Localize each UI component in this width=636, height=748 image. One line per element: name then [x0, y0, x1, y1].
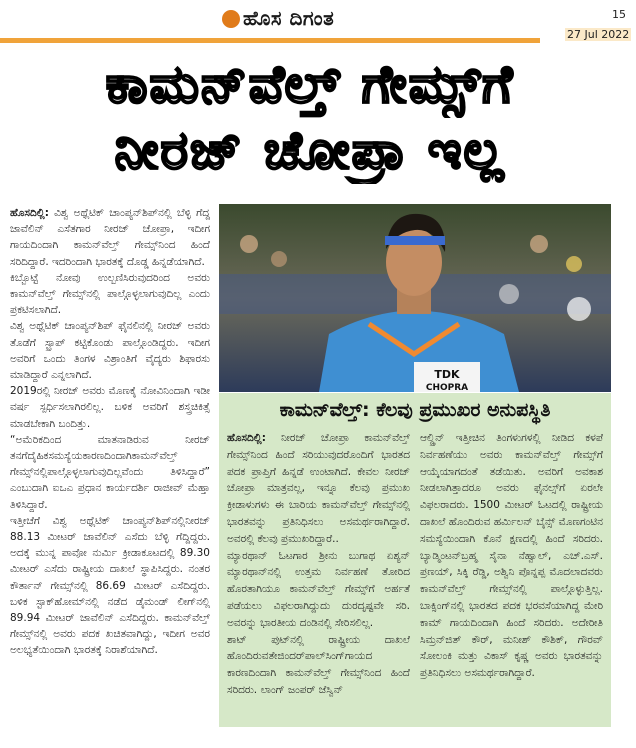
masthead-rule [0, 38, 540, 43]
sidebar-article [219, 393, 611, 727]
headline-line-1: ಕಾಮನ್‌ವೆಲ್ತ್ ಗೇಮ್ಸ್‌ಗೆ [105, 55, 515, 115]
article-paragraph: 2019ರಲ್ಲಿ ನೀರಜ್ ಅವರು ಮೊಣಕೈ ನೋವಿನಿಂದಾಗಿ ಇಡೀ ವರ್ಷ ಸ್ಪರ್ಧಿಸಲಾಗಿರಲಿಲ್ಲ. ಬಳಿಕ ಅವರಿಗೆ ಶಸ್ತ್ರಚಿಕಿತ್ಸೆ ಮಾಡಬೇಕಾಗಿ ಬಂದಿತ್ತು. [10, 385, 210, 430]
sidebar-title: ಕಾಮನ್‌ವೆಲ್ತ್: ಕೆಲವು ಪ್ರಮುಖರ ಅನುಪಸ್ಥಿತಿ [279, 399, 551, 421]
sidebar-column-2 [420, 430, 603, 722]
logo-text: ಹೊಸ ದಿಗಂತ [243, 6, 335, 30]
masthead [0, 0, 636, 50]
article-paragraph: ಕಿಬ್ಬೊಟ್ಟೆ ನೋವು ಉಲ್ಬಣಿಸಿರುವುದರಿಂದ ಅವರು ಕಾಮನ್‌ವೆಲ್ತ್ ಗೇಮ್ಸ್‌ನಲ್ಲಿ ಪಾಲ್ಗೊಳ್ಳಲಾಗುವುದಿಲ್ಲ ಎಂದು ಪ್ರಕಟಿಸಲಾಗಿದೆ. [10, 271, 210, 317]
headline [10, 52, 610, 184]
page-number: 15 [612, 8, 626, 21]
article-paragraph: “ಅಮೆರಿಕದಿಂದ ಮಾತನಾಡಿರುವ ನೀರಜ್ ತನಗೆದೈಹಿಕಸಮಸ್ಯೆಯಕಾರಣದಿಂದಾಗಿಕಾಮನ್‌ವೆಲ್ತ್ ಗೇಮ್ಸ್‌ನಲ್ಲಿಪಾಲ್ಗೊಳ್ಳಲಾಗುವುದಿಲ್ಲವೆಂದು ತಿಳಿಸಿದ್ದಾರೆ” ಎಂಬುದಾಗಿ ಐಒಎ ಪ್ರಧಾನ ಕಾರ್ಯದರ್ಶಿ ರಾಜೀವ್ ಮೆಹ್ತಾ ತಿಳಿಸಿದ್ದಾರೆ. [10, 433, 210, 511]
newspaper-logo [222, 6, 334, 30]
sidebar-paragraph: ಮ್ಯಾರಥಾನ್ ಓಟಗಾರ ಶ್ರೀನು ಬುಗಾಥ ಏಶ್ಯನ್ ಮ್ಯಾರಥಾನ್‌ನಲ್ಲಿ ಉತ್ತಮ ನಿರ್ವಹಣೆ ತೋರಿದ ಹೊರತಾಗಿಯೂ ಕಾಮನ್‌ವೆಲ್ತ್ ಗೇಮ್ಸ್‌ಗೆ ಅರ್ಹತೆ ಪಡೆಯಲು ವಿಫಲರಾಗಿದ್ದುದು ದುರದೃಷ್ಟವೇ ಸರಿ. ಅವರನ್ನು ಭಾರತೀಯ ದಂಡಿನಲ್ಲಿ ಸೇರಿಸಲಿಲ್ಲ. [227, 549, 410, 629]
publication-date: 27 Jul 2022 [567, 28, 630, 41]
sidebar-paragraph: ಹೊಸದಿಲ್ಲಿ: ನೀರಜ್ ಚೋಪ್ರಾ ಕಾಮನ್‌ವೆಲ್ತ್ ಗೇಮ್ಸ್‌ನಿಂದ ಹಿಂದೆ ಸರಿಯುವುದರೊಂದಿಗೆ ಭಾರತದ ಪದಕ ಪ್ರಾಪ್ತಿಗೆ ಹಿನ್ನಡೆ ಉಂಟಾಗಿದೆ. ಕೇವಲ ನೀರಜ್ ಚೋಪ್ರಾ ಮಾತ್ರವಲ್ಲ, ಇನ್ನೂ ಕೆಲವು ಪ್ರಮುಖ ಕ್ರೀಡಾಳುಗಳು ಈ ಬಾರಿಯ ಕಾಮನ್‌ವೆಲ್ತ್ ಗೇಮ್ಸ್‌ನಲ್ಲಿ ಭಾರತವನ್ನು ಪ್ರತಿನಿಧಿಸಲು ಅಸಮರ್ಥರಾಗಿದ್ದಾರೆ. ಅವರಲ್ಲಿ ಕೆಲವು ಪ್ರಮುಖರಿದ್ದಾರೆ.. [227, 432, 410, 545]
sidebar-paragraph: ಆಲ್ಡ್ರಿನ್ ಇತ್ತೀಚಿನ ತಿಂಗಳುಗಳಲ್ಲಿ ನೀಡಿದ ಕಳಪೆ ನಿರ್ವಹಣೆಯು ಅವರು ಕಾಮನ್‌ವೆಲ್ತ್ ಗೇಮ್ಸ್‌ಗೆ ಆಯ್ಕೆಯಾಗದಂತೆ ತಡೆಯಿತು. ಅವರಿಗೆ ಅವಕಾಶ ನೀಡಲಾಗಿತ್ತಾದರೂ ಅವರು ಫೈನಲ್ಸ್‌ಗೆ ಏರಲೇ ವಿಫಲರಾದರು. 1500 ಮೀಟರ್ ಓಟದಲ್ಲಿ ರಾಷ್ಟ್ರೀಯ ದಾಖಲೆ ಹೊಂದಿರುವ ಹರ್ಮಿಲನ್ ಬೈನ್ಸ್ ಮೊಣಗಂಟಿನ ಸಮಸ್ಯೆಯಿಂದಾಗಿ ಕೊನೆ ಕ್ಷಣದಲ್ಲಿ ಹಿಂದೆ ಸರಿದರು. ಬ್ಯಾಡ್ಮಿಂಟನ್‌ಬ್ರಹ್ಮ ಸೈನಾ ನೆಹ್ವಾಲ್, ಎಚ್.ಎಸ್. ಪ್ರಣಯ್, ಸಿಕ್ಕಿ ರೆಡ್ಡಿ, ಅಶ್ವಿನಿ ಪೊನ್ನಪ್ಪ ಮೊದಲಾದವರು ಕಾಮನ್‌ವೆಲ್ತ್ ಗೇಮ್ಸ್‌ನಲ್ಲಿ ಪಾಲ್ಗೊಳ್ಳುತ್ತಿಲ್ಲ. ಬಾಕ್ಸಿಂಗ್‌ನಲ್ಲಿ ಭಾರತದ ಪದಕ ಭರವಸೆಯಾಗಿದ್ದ ಮೇರಿ ಕಾಮ್ ಗಾಯದಿಂದಾಗಿ ಹಿಂದೆ ಸರಿದರು. ಅದೇರೀತಿ ಸಿಮ್ರನ್‌ಜಿತ್ ಕೌರ್, ಮನೀಶ್ ಕೌಶಿಕ್, ಗೌರವ್ ಸೋಲಂಕಿ ಮತ್ತು ವಿಕಾಸ್ ಕೃಷ್ಣ ಅವರು ಭಾರತವನ್ನು ಪ್ರತಿನಿಧಿಸಲು ಅಸಮರ್ಥರಾಗಿದ್ದಾರೆ. [420, 432, 603, 680]
athlete-photo-illustration [219, 204, 611, 392]
sidebar-column-1 [227, 430, 410, 722]
main-article [10, 205, 210, 740]
article-paragraph: ವಿಶ್ವ ಅಥ್ಲೆಟಿಕ್ ಚಾಂಪ್ಯನ್‌ಶಿಪ್ ಫೈನಲಿನಲ್ಲಿ ನೀರಜ್ ಅವರು ತೊಡೆಗೆ ಸ್ಟ್ರಾಪ್ ಕಟ್ಟಿಕೊಂಡು ಪಾಲ್ಗೊಂಡಿದ್ದರು. ಇದೀಗ ಅವರಿಗೆ ಒಂದು ತಿಂಗಳ ವಿಶ್ರಾಂತಿಗೆ ವೈದ್ಯರು ಶಿಫಾರಸು ಮಾಡಿದ್ದಾರೆ ಎನ್ನಲಾಗಿದೆ. [10, 320, 210, 382]
headline-line-2: ನೀರಜ್ ಚೋಪ್ರಾ ಇಲ್ಲ [114, 121, 506, 181]
dateline: ಹೊಸದಿಲ್ಲಿ: [10, 207, 49, 219]
sidebar-paragraph: ಶಾಟ್ ಪುಟ್‌ನಲ್ಲಿ ರಾಷ್ಟ್ರೀಯ ದಾಖಲೆ ಹೊಂದಿರುವತೇಜಿಂದರ್‌ಪಾಲ್‌ಸಿಂಗ್‌ಗಾಯದ ಕಾರಣದಿಂದಾಗಿ ಕಾಮನ್‌ವೆಲ್ತ್ ಗೇಮ್ಸ್‌ನಿಂದ ಹಿಂದೆ ಸರಿದರು. ಲಾಂಗ್ ಜಂಪರ್ ಜೆಸ್ವಿನ್ [227, 633, 410, 696]
article-paragraph: ಇತ್ತೀಚೆಗೆ ವಿಶ್ವ ಅಥ್ಲೆಟಿಕ್ ಚಾಂಪ್ಯನ್‌ಶಿಪ್‌ನಲ್ಲಿನೀರಜ್ 88.13 ಮೀಟರ್ ಜಾವೆಲಿನ್ ಎಸೆದು ಬೆಳ್ಳಿ ಗೆದ್ದಿದ್ದರು. ಅದಕ್ಕೆ ಮುನ್ನ ಪಾವೋ ನುರ್ಮಿ ಕ್ರೀಡಾಕೂಟದಲ್ಲಿ 89.30 ಮೀಟರ್ ಎಸೆದು ರಾಷ್ಟ್ರೀಯ ದಾಖಲೆ ಸ್ಥಾಪಿಸಿದ್ದರು. ನಂತರ ಕೌರ್ತಾನ್ ಗೇಮ್ಸ್‌ನಲ್ಲಿ 86.69 ಮೀಟರ್ ಎಸೆದಿದ್ದರು. ಬಳಿಕ ಸ್ಟಾಕ್‌ಹೋಮ್‌ನಲ್ಲಿ ನಡೆದ ಡೈಮಂಡ್ ಲೀಗ್‌ನಲ್ಲಿ 89.94 ಮೀಟರ್ ಜಾವೆಲಿನ್ ಎಸೆದಿದ್ದರು. ಕಾಮನ್‌ವೆಲ್ತ್ ಗೇಮ್ಸ್‌ನಲ್ಲಿ ಅವರು ಪದಕ ಖಚಿತವಾಗಿದ್ದು, ಇದೀಗ ಅವರ ಅಲಭ್ಯತೆಯಿಂದಾಗಿ ಭಾರತಕ್ಕೆ ನಿರಾಶೆಯಾಗಿದೆ. [10, 514, 210, 657]
athlete-photo [219, 204, 611, 392]
bib-name-text: CHOPRA [425, 383, 469, 392]
bib-sponsor-text: TDK [434, 368, 460, 381]
article-paragraph: ಹೊಸದಿಲ್ಲಿ: ವಿಶ್ವ ಅಥ್ಲೆಟಿಕ್ ಚಾಂಪ್ಯನ್‌ಶಿಪ್‌ನಲ್ಲಿ ಬೆಳ್ಳಿ ಗೆದ್ದ ಜಾವೆಲಿನ್ ಎಸೆತಗಾರ ನೀರಜ್ ಚೋಪ್ರಾ, ಇದೀಗ ಗಾಯದಿಂದಾಗಿ ಕಾಮನ್‌ವೆಲ್ತ್ ಗೇಮ್ಸ್‌ನಿಂದ ಹಿಂದೆ ಸರಿದಿದ್ದಾರೆ. ಇದರಿಂದಾಗಿ ಭಾರತಕ್ಕೆ ದೊಡ್ಡ ಹಿನ್ನಡೆಯಾಗಿದೆ. [10, 207, 210, 268]
sidebar-dateline: ಹೊಸದಿಲ್ಲಿ: [227, 432, 266, 444]
logo-sun-icon [222, 10, 240, 28]
